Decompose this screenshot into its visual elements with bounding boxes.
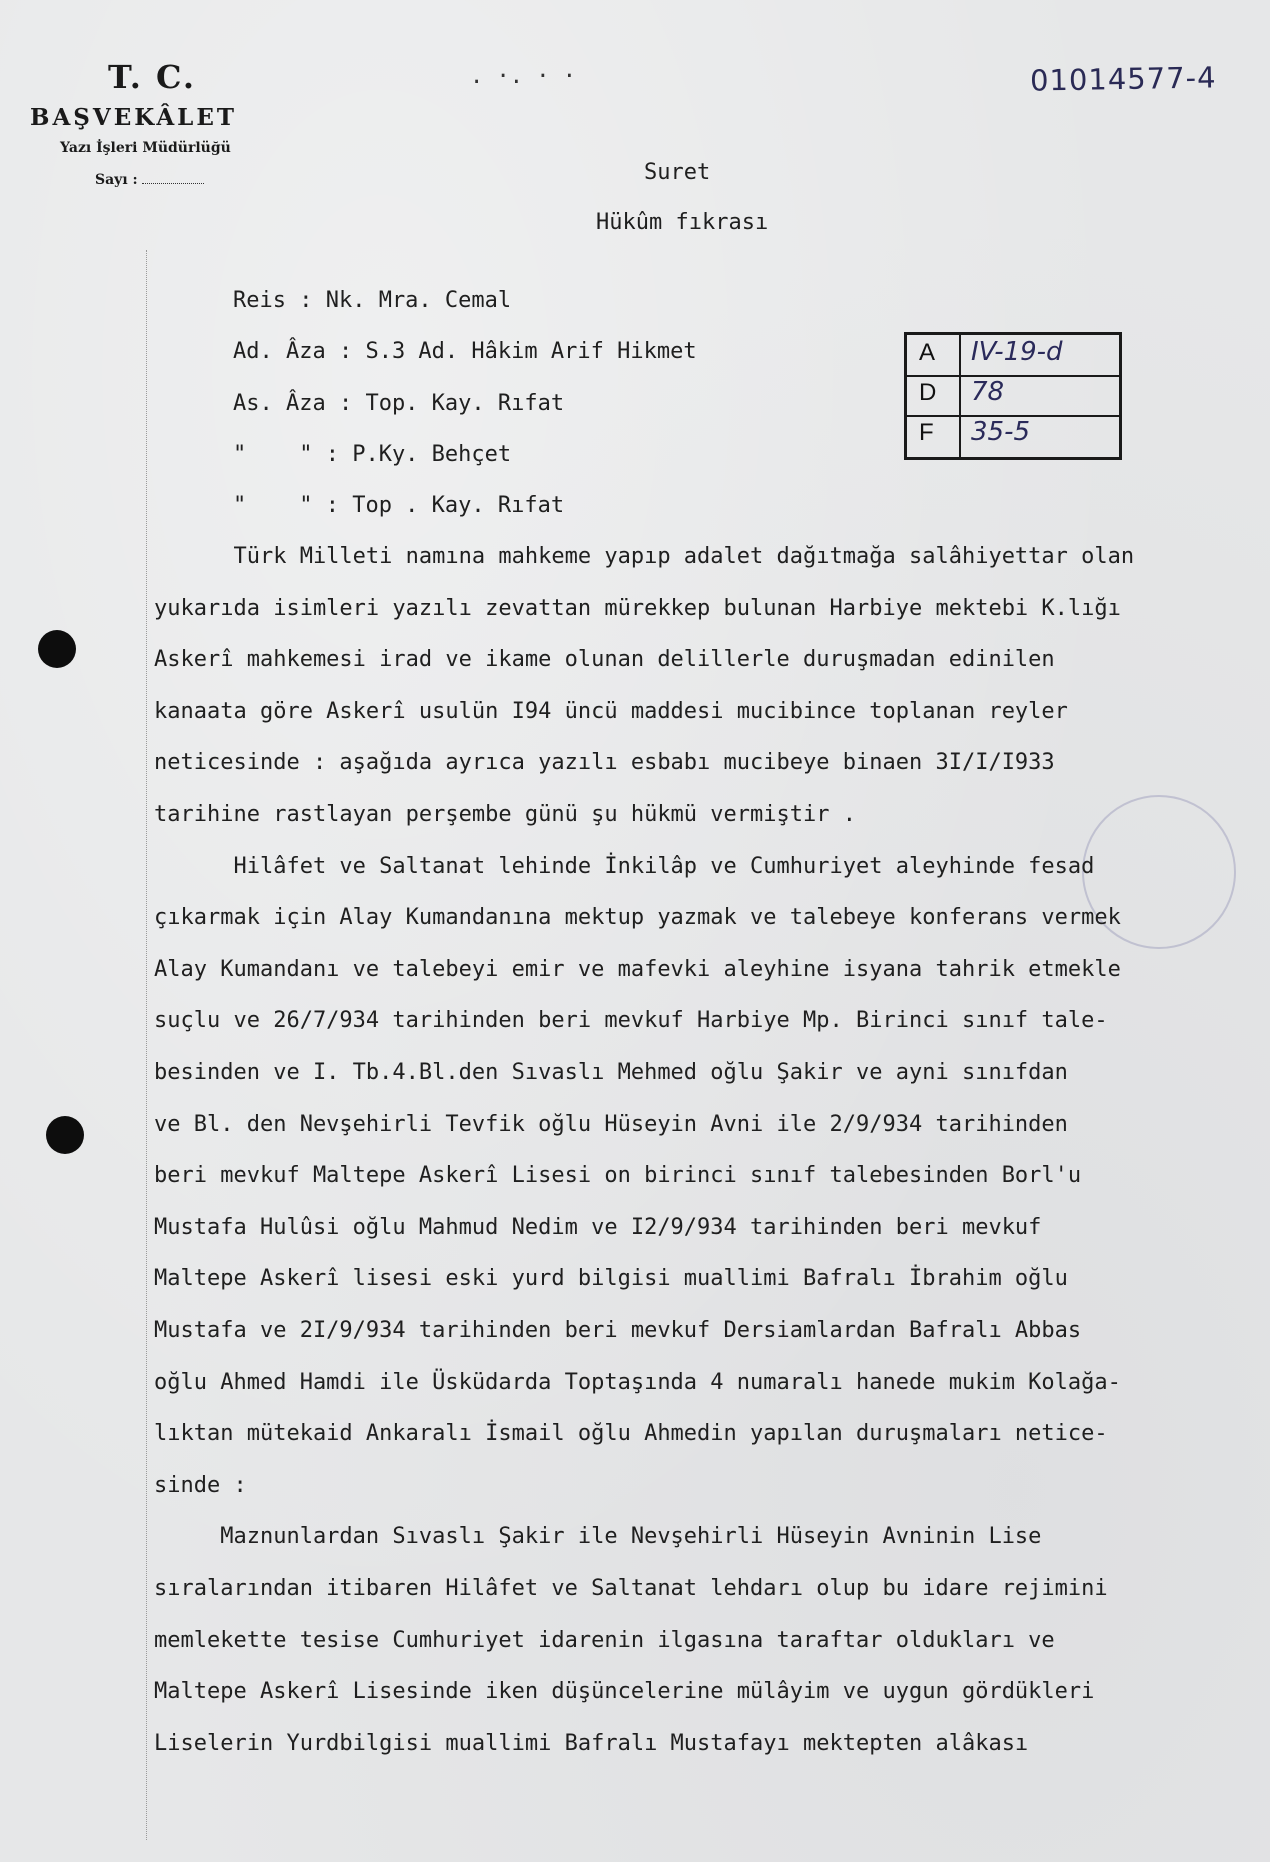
- header-department: Yazı İşleri Müdürlüğü: [60, 140, 231, 156]
- top-marks: . ·. · ·: [470, 64, 576, 89]
- court-member-line: " " : P.Ky. Behçet: [233, 442, 512, 467]
- stamp-label: F: [919, 419, 934, 446]
- body-line: Maznunlardan Sıvaslı Şakir ile Nevşehirli Hüseyin Avninin Lise: [154, 1524, 1042, 1550]
- body-line: Hilâfet ve Saltanat lehinde İnkilâp ve Cumhuriyet aleyhinde fesad: [154, 853, 1095, 879]
- body-line: Maltepe Askerî Lisesinde iken düşüncelerine mülâyim ve uygun gördükleri: [154, 1679, 1095, 1705]
- header-sayi: [95, 172, 204, 188]
- court-member-line: " " : Top . Kay. Rıfat: [233, 493, 565, 518]
- court-member-line: Reis : Nk. Mra. Cemal: [233, 288, 512, 313]
- header-institution: BAŞVEKÂLET: [30, 104, 237, 131]
- body-line: suçlu ve 26/7/934 tarihinden beri mevkuf Harbiye Mp. Birinci sınıf tale-: [154, 1008, 1108, 1034]
- punch-hole: [38, 630, 76, 668]
- body-line: lıktan mütekaid Ankaralı İsmail oğlu Ahmedin yapılan duruşmaları netice-: [154, 1421, 1108, 1447]
- doc-subtitle: Hükûm fıkrası: [596, 210, 769, 235]
- body-line: tarihine rastlayan perşembe günü şu hükmü vermiştir .: [154, 802, 856, 827]
- body-line: besinden ve I. Tb.4.Bl.den Sıvaslı Mehmed oğlu Şakir ve ayni sınıfdan: [154, 1060, 1068, 1085]
- body-line: Liselerin Yurdbilgisi muallimi Bafralı Mustafayı mektepten alâkası: [154, 1730, 1029, 1756]
- doc-title: Suret: [644, 160, 711, 185]
- body-line: Maltepe Askerî lisesi eski yurd bilgisi muallimi Bafralı İbrahim oğlu: [154, 1266, 1068, 1292]
- punch-hole: [46, 1116, 84, 1154]
- body-line: Mustafa ve 2I/9/934 tarihinden beri mevkuf Dersiamlardan Bafralı Abbas: [154, 1318, 1082, 1343]
- sayi-blank: [142, 173, 204, 184]
- body-line: memlekette tesise Cumhuriyet idarenin ilgasına taraftar oldukları ve: [154, 1627, 1055, 1653]
- stamp-row-a: [907, 335, 1119, 377]
- body-line: yukarıda isimleri yazılı zevattan mürekkep bulunan Harbiye mektebi K.lığı: [154, 595, 1121, 621]
- stamp-label: A: [919, 339, 936, 366]
- margin-guide-line: [146, 250, 147, 1840]
- body-line: Türk Milleti namına mahkeme yapıp adalet dağıtmağa salâhiyettar olan: [154, 544, 1135, 569]
- stamp-label: D: [919, 379, 937, 406]
- body-line: oğlu Ahmed Hamdi ile Üsküdarda Toptaşında 4 numaralı hanede mukim Kolağa-: [154, 1369, 1121, 1395]
- stamp-value: 78: [971, 377, 1005, 407]
- header-tc: T. C.: [108, 58, 197, 96]
- court-member-line: As. Âza : Top. Kay. Rıfat: [233, 391, 565, 416]
- stamp-value: 35-5: [971, 417, 1031, 447]
- stamp-row-d: [907, 375, 1119, 417]
- stamp-value: IV-19-d: [971, 337, 1063, 367]
- body-line: beri mevkuf Maltepe Askerî Lisesi on birinci sınıf talebesinden Borl'u: [154, 1163, 1082, 1189]
- stamp-row-f: [907, 415, 1119, 455]
- body-line: kanaata göre Askerî usulün I94 üncü maddesi mucibince toplanan reyler: [154, 698, 1068, 724]
- body-line: Alay Kumandanı ve talebeyi emir ve mafevki aleyhine isyana tahrik etmekle: [154, 956, 1121, 982]
- archive-stamp: [904, 332, 1122, 460]
- body-line: çıkarmak için Alay Kumandanına mektup yazmak ve talebeye konferans vermek: [154, 905, 1121, 931]
- body-line: Mustafa Hulûsi oğlu Mahmud Nedim ve I2/9/934 tarihinden beri mevkuf: [154, 1214, 1042, 1240]
- sayi-label: Sayı :: [95, 172, 138, 188]
- body-line: sinde :: [154, 1472, 247, 1498]
- body-line: neticesinde : aşağıda ayrıca yazılı esbabı mucibeye binaen 3I/I/I933: [154, 750, 1055, 776]
- body-line: sıralarından itibaren Hilâfet ve Saltanat lehdarı olup bu idare rejimini: [154, 1576, 1108, 1601]
- body-line: ve Bl. den Nevşehirli Tevfik oğlu Hüseyin Avni ile 2/9/934 tarihinden: [154, 1111, 1068, 1137]
- body-line: Askerî mahkemesi irad ve ikame olunan delillerle duruşmadan edinilen: [154, 647, 1055, 673]
- court-member-line: Ad. Âza : S.3 Ad. Hâkim Arif Hikmet: [233, 339, 697, 364]
- document-id: 01014577-4: [1029, 60, 1217, 98]
